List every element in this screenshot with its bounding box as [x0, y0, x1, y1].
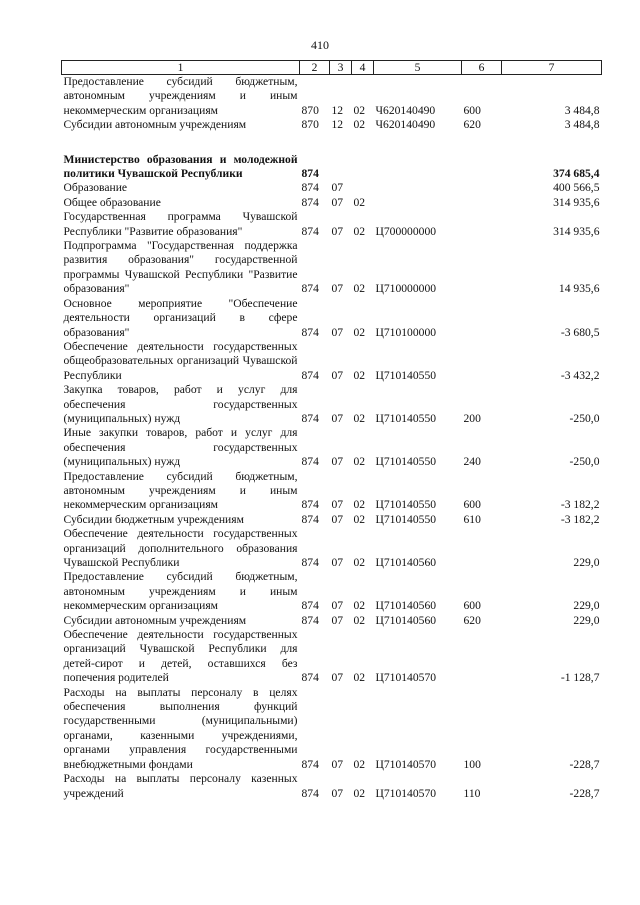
row-name: Расходы на выплаты персоналу казенных учреждений [63, 772, 298, 800]
row-name: Обеспечение деятельности государственных организаций Чувашской Республики для детей-сирот и детей, оставшихся без попечения родителей [63, 628, 298, 685]
row-section: 07 [331, 757, 344, 771]
row-ved: 874 [301, 512, 319, 526]
row-target-article [374, 181, 462, 195]
row-section: 07 [331, 613, 344, 627]
table-row [62, 153, 602, 182]
table-row [62, 239, 602, 297]
row-expense-type: 610 [463, 512, 481, 526]
row-target-article: Ц710140550 [375, 368, 437, 382]
row-ved: 874 [301, 224, 319, 238]
header-col-1: 1 [62, 61, 300, 75]
row-target-article: Ц710140550 [375, 411, 437, 425]
row-target-article: Ц710100000 [375, 325, 437, 339]
row-subsection: 02 [353, 411, 366, 425]
table-row [62, 470, 602, 513]
row-section: 07 [331, 498, 344, 512]
row-expense-type [462, 628, 502, 686]
row-target-article: Ч620140490 [375, 103, 436, 117]
row-ved: 874 [301, 556, 319, 569]
row-expense-type: 240 [463, 455, 481, 469]
row-amount: -3 680,5 [560, 325, 600, 339]
row-subsection: 02 [353, 455, 366, 469]
row-amount: -228,7 [569, 757, 600, 771]
header-col-2: 2 [300, 61, 330, 75]
row-name: Предоставление субсидий бюджетным, автономным учреждениям и иным некоммерческим организациям [63, 469, 298, 512]
row-expense-type: 200 [463, 411, 481, 425]
row-amount: -1 128,7 [560, 671, 600, 685]
row-expense-type [462, 153, 502, 182]
row-subsection: 02 [353, 786, 366, 800]
row-ved: 874 [301, 599, 319, 613]
row-name: Государственная программа Чувашской Республики "Развитие образования" [63, 210, 298, 238]
row-amount: 3 484,8 [564, 118, 600, 132]
row-name: Министерство образования и молодежной политики Чувашской Республики [63, 152, 298, 181]
row-subsection: 02 [353, 195, 366, 209]
row-subsection: 02 [353, 556, 366, 569]
table-row [62, 297, 602, 340]
row-subsection [352, 181, 374, 195]
row-amount: 314 935,6 [553, 224, 600, 238]
row-name: Субсидии бюджетным учреждениям [63, 512, 244, 526]
row-target-article: Ц710140570 [375, 671, 437, 685]
row-section: 07 [331, 181, 344, 195]
row-target-article: Ц710140560 [375, 613, 437, 627]
row-section: 07 [331, 368, 344, 382]
row-target-article: Ц710140560 [375, 556, 437, 569]
row-target-article: Ц710140550 [375, 498, 437, 512]
table-row [62, 383, 602, 426]
page-number: 410 [311, 38, 329, 52]
header-col-3: 3 [330, 61, 352, 75]
row-name: Основное мероприятие "Обеспечение деятельности организаций в сфере образования" [63, 296, 298, 339]
table-row [62, 614, 602, 628]
header-col-7: 7 [502, 61, 602, 75]
table-body [62, 75, 602, 801]
row-subsection: 02 [353, 368, 366, 382]
table-row [62, 426, 602, 469]
row-expense-type: 600 [463, 498, 481, 512]
row-section: 07 [331, 455, 344, 469]
spacer-row [62, 133, 602, 153]
row-ved: 874 [301, 786, 319, 800]
row-section: 07 [331, 671, 344, 685]
table-row [62, 196, 602, 210]
row-expense-type [462, 297, 502, 340]
row-section: 07 [331, 325, 344, 339]
row-ved: 874 [301, 181, 319, 195]
row-target-article: Ц710140560 [375, 599, 437, 613]
row-name: Обеспечение деятельности государственных общеобразовательных организаций Чувашской Республики [63, 339, 298, 382]
row-name: Подпрограмма "Государственная поддержка развития образования" государственной программы Чувашской Республики "Развитие образования" [63, 239, 298, 296]
row-ved: 874 [301, 411, 319, 425]
row-section: 07 [331, 556, 344, 569]
row-section: 12 [331, 103, 344, 117]
table-row [62, 628, 602, 686]
row-subsection: 02 [353, 103, 366, 117]
row-ved: 874 [301, 757, 319, 771]
row-amount: -3 432,2 [560, 368, 600, 382]
row-ved: 870 [301, 118, 319, 132]
row-amount: -250,0 [569, 411, 600, 425]
row-target-article: Ц700000000 [375, 224, 437, 238]
row-section: 07 [331, 224, 344, 238]
header-row [62, 61, 602, 75]
row-expense-type [462, 210, 502, 239]
row-expense-type [462, 340, 502, 383]
table-row [62, 570, 602, 613]
row-ved: 874 [301, 613, 319, 627]
row-target-article: Ц710140550 [375, 455, 437, 469]
row-name: Общее образование [63, 195, 161, 209]
table-row [62, 527, 602, 570]
row-ved: 870 [301, 103, 319, 117]
row-name: Субсидии автономным учреждениям [63, 118, 247, 132]
table-row [62, 210, 602, 239]
row-target-article: Ц710000000 [375, 282, 437, 296]
row-name: Предоставление субсидий бюджетным, автономным учреждениям и иным некоммерческим организациям [63, 75, 298, 117]
row-subsection: 02 [353, 512, 366, 526]
table-row [62, 513, 602, 527]
row-target-article [374, 153, 462, 182]
row-amount: 229,0 [573, 556, 600, 569]
table-row [62, 686, 602, 772]
row-subsection: 02 [353, 282, 366, 296]
row-subsection: 02 [353, 613, 366, 627]
row-name: Субсидии автономным учреждениям [63, 613, 247, 627]
row-target-article [374, 196, 462, 210]
row-subsection: 02 [353, 325, 366, 339]
row-ved: 874 [301, 325, 319, 339]
row-amount: 229,0 [573, 613, 600, 627]
row-target-article: Ч620140490 [375, 118, 436, 132]
row-expense-type: 620 [463, 613, 481, 627]
row-amount: 14 935,6 [558, 282, 600, 296]
row-subsection: 02 [353, 757, 366, 771]
budget-table [61, 60, 602, 801]
row-ved: 874 [301, 167, 319, 181]
row-name: Расходы на выплаты персоналу в целях обеспечения выполнения функций государственными (муниципальными) органами, казенными учреждениями, органами управления государственными внебюджетными фондами [63, 685, 298, 771]
row-amount: -228,7 [569, 786, 600, 800]
row-section: 07 [331, 282, 344, 296]
row-ved: 874 [301, 368, 319, 382]
row-expense-type [462, 181, 502, 195]
row-expense-type: 600 [463, 599, 481, 613]
row-ved: 874 [301, 498, 319, 512]
table-header [62, 61, 602, 75]
row-amount: -3 182,2 [560, 498, 600, 512]
row-expense-type [462, 196, 502, 210]
row-section: 07 [331, 411, 344, 425]
row-subsection: 02 [353, 118, 366, 132]
header-col-6: 6 [462, 61, 502, 75]
row-subsection [352, 153, 374, 182]
row-name: Иные закупки товаров, работ и услуг для обеспечения государственных (муниципальных) нужд [63, 426, 298, 469]
table-row [62, 75, 602, 119]
row-amount: -250,0 [569, 455, 600, 469]
header-col-4: 4 [352, 61, 374, 75]
row-amount: 229,0 [573, 599, 600, 613]
row-expense-type: 110 [463, 786, 481, 800]
row-expense-type: 100 [463, 757, 481, 771]
header-col-5: 5 [374, 61, 462, 75]
row-target-article: Ц710140570 [375, 786, 437, 800]
row-ved: 874 [301, 195, 319, 209]
row-expense-type: 620 [463, 118, 481, 132]
row-ved: 874 [301, 282, 319, 296]
row-subsection: 02 [353, 224, 366, 238]
row-amount: 314 935,6 [553, 195, 600, 209]
row-name: Предоставление субсидий бюджетным, автономным учреждениям и иным некоммерческим организациям [63, 570, 298, 613]
table-row [62, 118, 602, 132]
row-name: Обеспечение деятельности государственных организаций дополнительного образования Чувашской Республики [63, 527, 298, 569]
row-section: 07 [331, 512, 344, 526]
row-section: 12 [331, 118, 344, 132]
row-section: 07 [331, 786, 344, 800]
row-subsection: 02 [353, 498, 366, 512]
table-row [62, 772, 602, 801]
row-section [330, 153, 352, 182]
row-section: 07 [331, 599, 344, 613]
row-subsection: 02 [353, 671, 366, 685]
row-section: 07 [331, 195, 344, 209]
row-amount: 3 484,8 [564, 103, 600, 117]
row-subsection: 02 [353, 599, 366, 613]
row-ved: 874 [301, 671, 319, 685]
row-amount: -3 182,2 [560, 512, 600, 526]
row-target-article: Ц710140550 [375, 512, 437, 526]
row-expense-type [462, 239, 502, 297]
row-ved: 874 [301, 455, 319, 469]
row-expense-type: 600 [463, 103, 481, 117]
table-row [62, 340, 602, 383]
row-amount: 374 685,4 [553, 167, 600, 181]
row-target-article: Ц710140570 [375, 757, 437, 771]
table-row [62, 181, 602, 195]
row-name: Образование [63, 181, 128, 195]
row-expense-type [462, 527, 502, 570]
row-name: Закупка товаров, работ и услуг для обеспечения государственных (муниципальных) нужд [63, 383, 298, 425]
row-amount: 400 566,5 [553, 181, 600, 195]
